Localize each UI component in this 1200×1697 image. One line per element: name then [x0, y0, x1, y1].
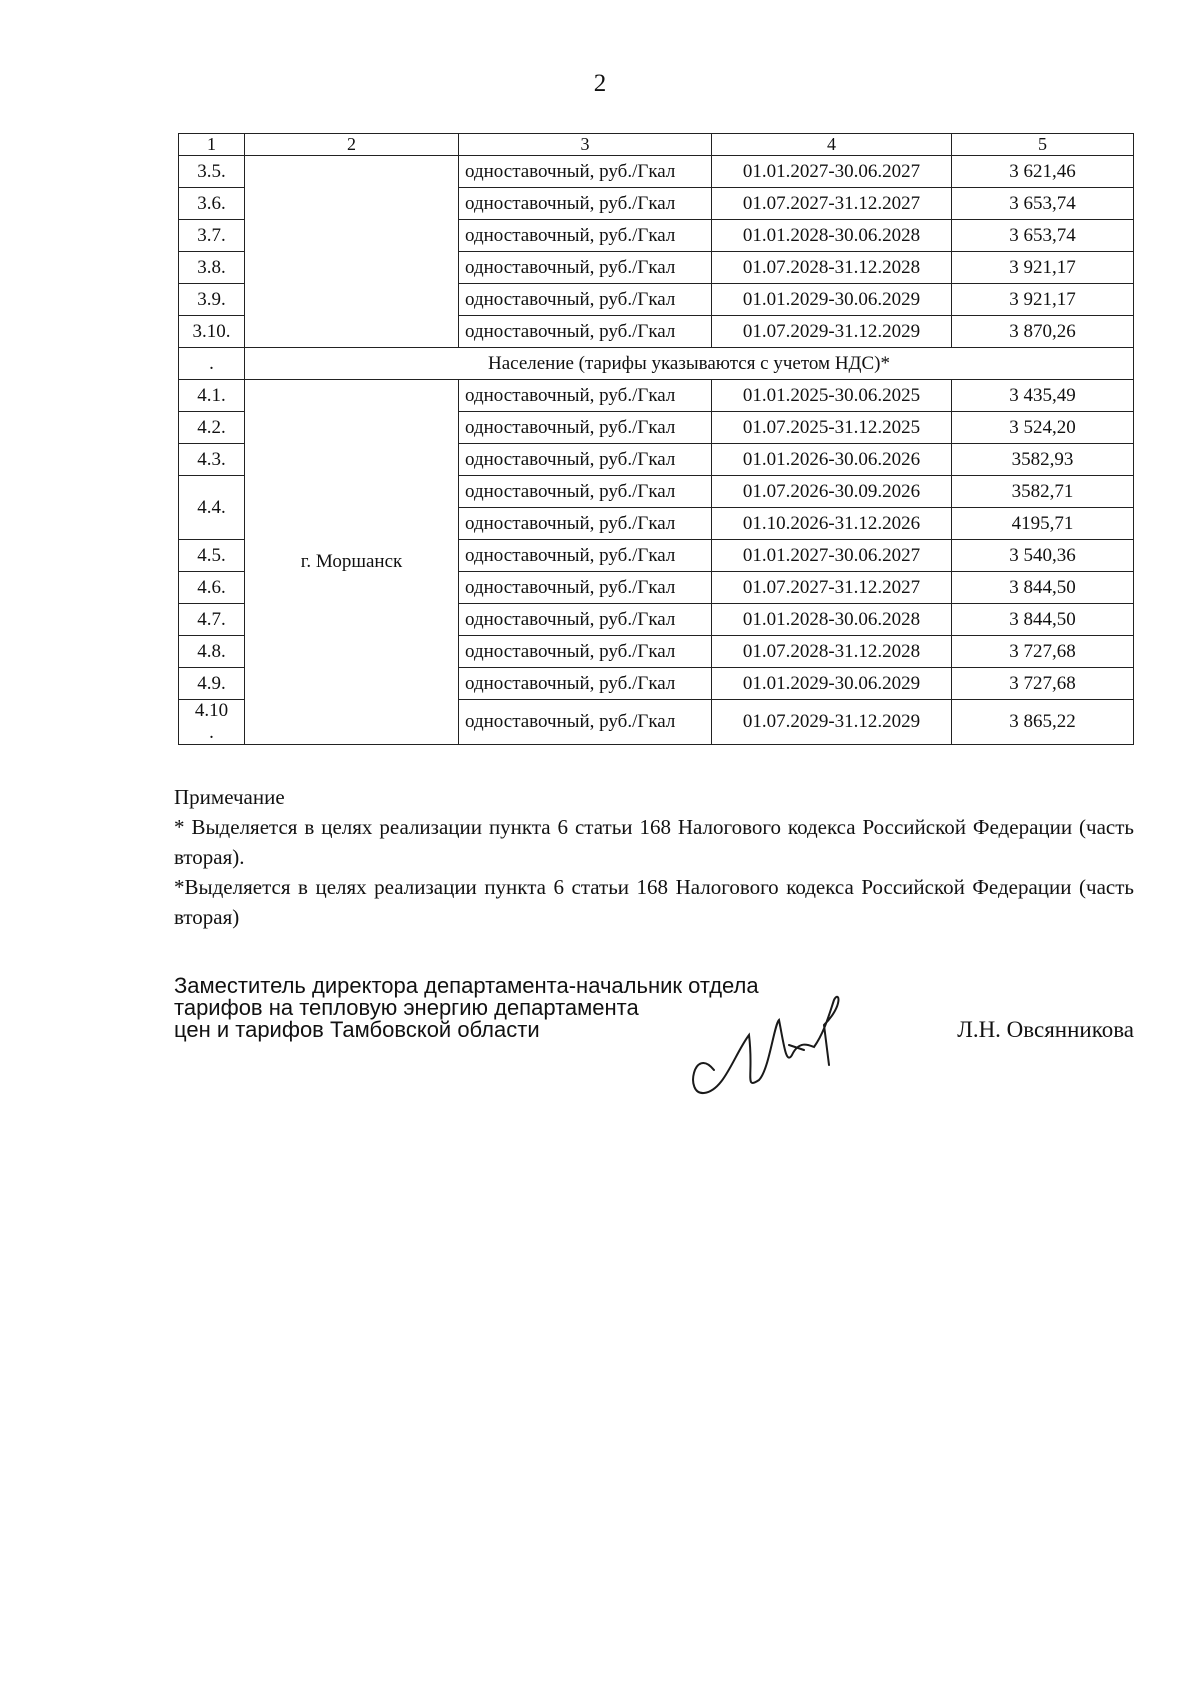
tariff-value: 3 653,74	[952, 188, 1134, 220]
period: 01.07.2028-31.12.2028	[712, 252, 952, 284]
signer-title-line: цен и тарифов Тамбовской области	[174, 1017, 540, 1042]
period: 01.01.2026-30.06.2026	[712, 444, 952, 476]
signer-name: Л.Н. Овсянникова	[957, 1017, 1134, 1042]
column-number: 5	[952, 134, 1134, 156]
tariff-value: 3582,71	[952, 476, 1134, 508]
row-number: 4.8.	[179, 636, 245, 668]
period: 01.01.2028-30.06.2028	[712, 220, 952, 252]
period: 01.01.2027-30.06.2027	[712, 156, 952, 188]
rate-type: одноставочный, руб./Гкал	[459, 156, 712, 188]
rate-type: одноставочный, руб./Гкал	[459, 572, 712, 604]
row-number: 4.3.	[179, 444, 245, 476]
signer-title	[174, 975, 759, 1041]
section-title: Население (тарифы указываются с учетом НДС)*	[245, 348, 1134, 380]
rate-type: одноставочный, руб./Гкал	[459, 668, 712, 700]
period: 01.07.2027-31.12.2027	[712, 572, 952, 604]
rate-type: одноставочный, руб./Гкал	[459, 220, 712, 252]
tariff-value: 3 524,20	[952, 412, 1134, 444]
row-number-cell	[179, 700, 245, 745]
period: 01.07.2025-31.12.2025	[712, 412, 952, 444]
row-number: 3.5.	[179, 156, 245, 188]
signer-title-line: Заместитель директора департамента-начальник отдела	[174, 973, 759, 998]
period: 01.07.2028-31.12.2028	[712, 636, 952, 668]
note-item: *Выделяется в целях реализации пункта 6 статьи 168 Налогового кодекса Российской Федерации (часть вторая)	[174, 875, 1134, 929]
row-number: 3.9.	[179, 284, 245, 316]
column-number: 4	[712, 134, 952, 156]
tariff-value: 3 727,68	[952, 668, 1134, 700]
tariff-value: 4195,71	[952, 508, 1134, 540]
row-number: 3.6.	[179, 188, 245, 220]
rate-type: одноставочный, руб./Гкал	[459, 316, 712, 348]
table-row	[179, 156, 1134, 188]
row-number: 4.6.	[179, 572, 245, 604]
period: 01.07.2026-30.09.2026	[712, 476, 952, 508]
column-number: 1	[179, 134, 245, 156]
rate-type: одноставочный, руб./Гкал	[459, 380, 712, 412]
period: 01.07.2027-31.12.2027	[712, 188, 952, 220]
rate-type: одноставочный, руб./Гкал	[459, 700, 712, 745]
row-number: 4.9.	[179, 668, 245, 700]
period: 01.01.2027-30.06.2027	[712, 540, 952, 572]
tariff-value: 3 540,36	[952, 540, 1134, 572]
location-cell: г. Моршанск	[245, 380, 459, 745]
table-row	[179, 380, 1134, 412]
tariff-value: 3 435,49	[952, 380, 1134, 412]
tariff-value: 3 921,17	[952, 252, 1134, 284]
signature-block	[174, 975, 1134, 1115]
rate-type: одноставочный, руб./Гкал	[459, 476, 712, 508]
rate-type: одноставочный, руб./Гкал	[459, 188, 712, 220]
tariff-value: 3 653,74	[952, 220, 1134, 252]
tariff-value: 3 621,46	[952, 156, 1134, 188]
section-number: .	[179, 348, 245, 380]
row-number: 4.1.	[179, 380, 245, 412]
period: 01.01.2029-30.06.2029	[712, 284, 952, 316]
row-number: 3.8.	[179, 252, 245, 284]
column-number: 3	[459, 134, 712, 156]
row-number: 4.7.	[179, 604, 245, 636]
notes	[174, 782, 1134, 932]
period: 01.01.2025-30.06.2025	[712, 380, 952, 412]
page-number: 2	[593, 70, 607, 97]
rate-type: одноставочный, руб./Гкал	[459, 444, 712, 476]
rate-type: одноставочный, руб./Гкал	[459, 636, 712, 668]
section-header-row	[179, 348, 1134, 380]
row-number: 4.5.	[179, 540, 245, 572]
notes-heading: Примечание	[174, 785, 285, 809]
column-number: 2	[245, 134, 459, 156]
period: 01.01.2029-30.06.2029	[712, 668, 952, 700]
rate-type: одноставочный, руб./Гкал	[459, 540, 712, 572]
rate-type: одноставочный, руб./Гкал	[459, 284, 712, 316]
tariff-value: 3 870,26	[952, 316, 1134, 348]
period: 01.10.2026-31.12.2026	[712, 508, 952, 540]
row-number: 3.10.	[179, 316, 245, 348]
tariff-value: 3582,93	[952, 444, 1134, 476]
rate-type: одноставочный, руб./Гкал	[459, 604, 712, 636]
rate-type: одноставочный, руб./Гкал	[459, 508, 712, 540]
table-header-row	[179, 134, 1134, 156]
period: 01.01.2028-30.06.2028	[712, 604, 952, 636]
rate-type: одноставочный, руб./Гкал	[459, 412, 712, 444]
tariff-table	[178, 133, 1134, 745]
tariff-value: 3 727,68	[952, 636, 1134, 668]
handwritten-signature	[674, 985, 864, 1105]
row-number-suffix: .	[209, 722, 214, 743]
tariff-value: 3 865,22	[952, 700, 1134, 745]
tariff-value: 3 844,50	[952, 604, 1134, 636]
tariff-value: 3 844,50	[952, 572, 1134, 604]
row-number: 4.10	[194, 700, 229, 721]
row-number: 4.2.	[179, 412, 245, 444]
period: 01.07.2029-31.12.2029	[712, 700, 952, 745]
period: 01.07.2029-31.12.2029	[712, 316, 952, 348]
location-cell-empty	[245, 156, 459, 348]
signer-title-line: тарифов на тепловую энергию департамента	[174, 995, 639, 1020]
row-number: 3.7.	[179, 220, 245, 252]
rate-type: одноставочный, руб./Гкал	[459, 252, 712, 284]
note-item: * Выделяется в целях реализации пункта 6 статьи 168 Налогового кодекса Российской Федерации (часть вторая).	[174, 815, 1134, 869]
tariff-value: 3 921,17	[952, 284, 1134, 316]
row-number: 4.4.	[179, 476, 245, 540]
